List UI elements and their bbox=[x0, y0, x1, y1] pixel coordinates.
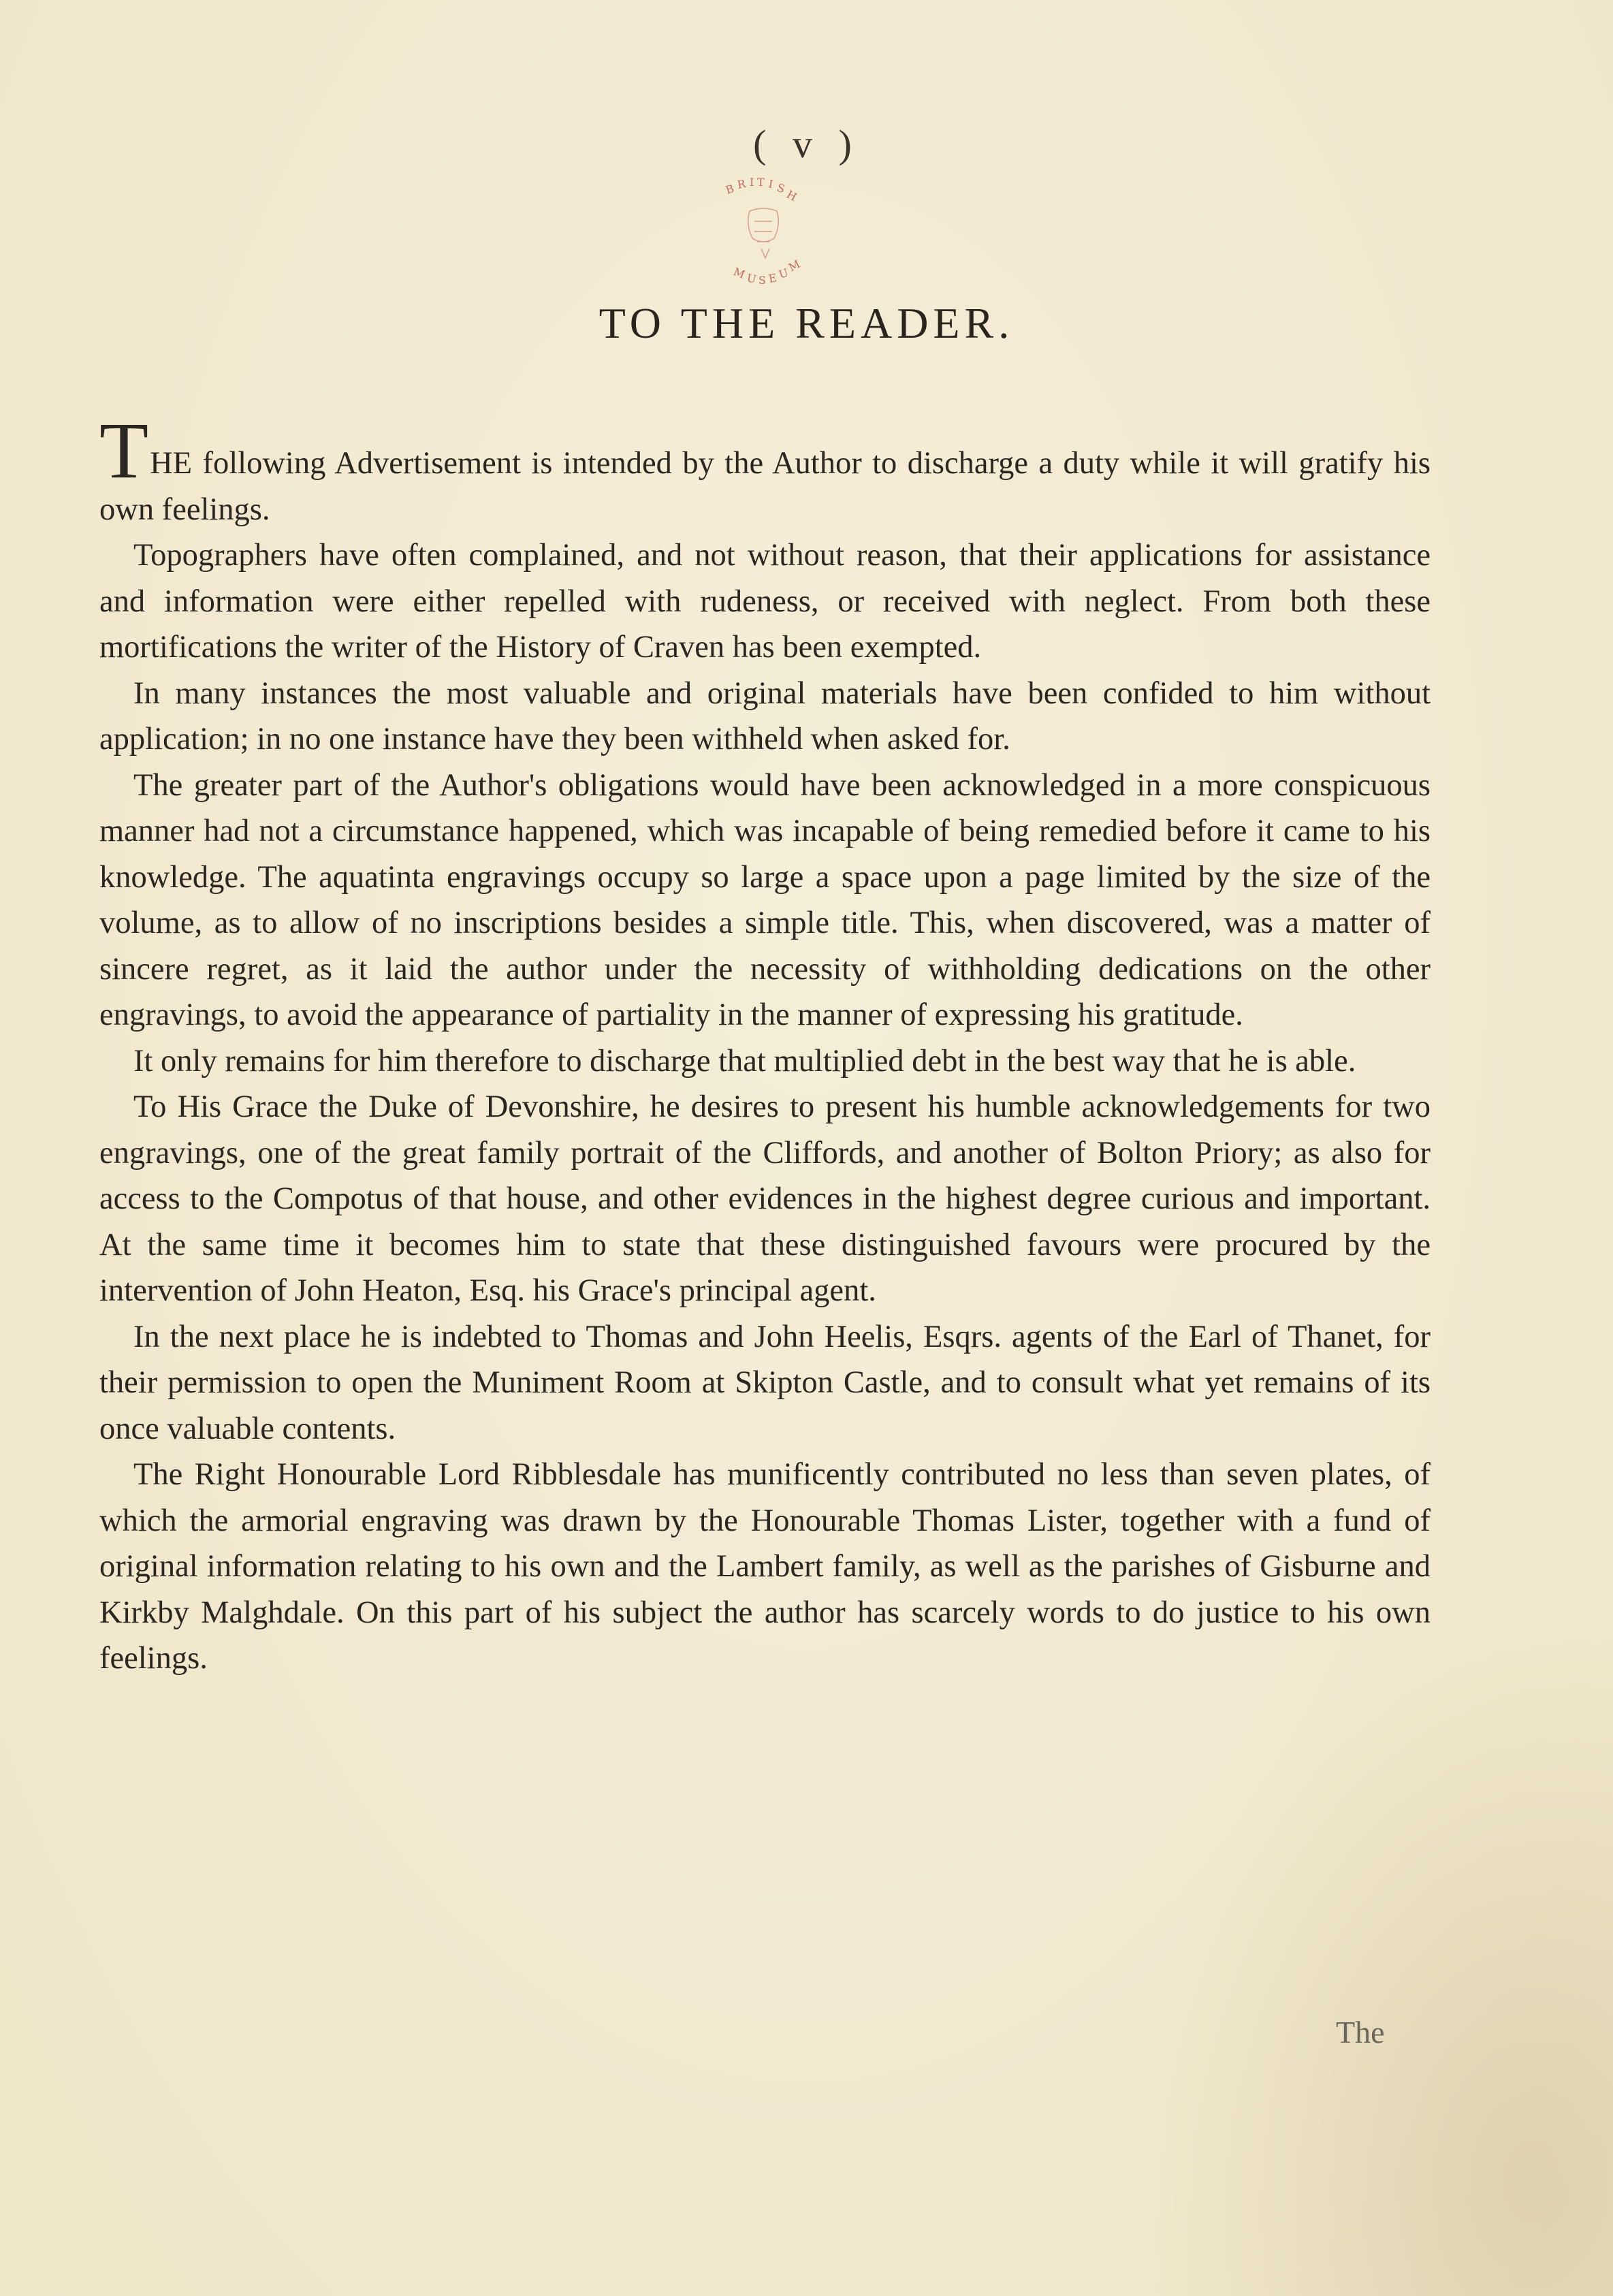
svg-text:B: B bbox=[724, 182, 736, 197]
svg-text:R: R bbox=[736, 177, 747, 191]
paragraph-8: The Right Honourable Lord Ribblesdale has munificently contributed no less than seven plates, of which the armorial engraving was drawn by the Honourable Thomas Lister, together with a fund of original information relating to his own and the Lambert family, as well as the parishes of Gisburne and Kirkby Malghdale. On this part of his subject the author has scarcely words to do justice to his own feelings. bbox=[99, 1457, 1431, 1676]
paragraph-5: It only remains for him therefore to discharge that multiplied debt in the best way that he is able. bbox=[133, 1043, 1356, 1079]
svg-text:E: E bbox=[767, 271, 778, 285]
svg-text:S: S bbox=[775, 180, 787, 196]
svg-text:S: S bbox=[758, 274, 766, 287]
svg-text:H: H bbox=[784, 187, 799, 204]
svg-text:T: T bbox=[757, 176, 765, 189]
svg-text:U: U bbox=[746, 271, 758, 286]
svg-text:I: I bbox=[750, 176, 754, 189]
paragraph-3: In many instances the most valuable and original materials have been confided to him without application; in no one instance have they been withheld when asked for. bbox=[99, 675, 1431, 756]
paragraph-6: To His Grace the Duke of Devonshire, he desires to present his humble acknowledgements for two engravings, one of the great family portrait of the Cliffords, and another of Bolton Priory; as also for access to the Compotus of that house, and other evidences in the highest degree curious and important. At the same time it becomes him to state that these distinguished favours were procured by the intervention of John Heaton, Esq. his Grace's principal agent. bbox=[99, 1089, 1431, 1308]
drop-cap: T bbox=[99, 406, 149, 495]
paragraph-text: HE following Advertisement is intended by the Author to discharge a duty while it will gratify his own feelings. bbox=[99, 446, 1431, 527]
svg-text:I: I bbox=[767, 177, 774, 191]
paragraph-2: Topographers have often complained, and not without reason, that their applications for assistance and information were either repelled with rudeness, or received with neglect. From both these mortifications the writer of the History of Craven has been exempted. bbox=[99, 538, 1431, 665]
paragraph-1 bbox=[99, 406, 1431, 532]
svg-text:M: M bbox=[786, 257, 803, 274]
catchword: The bbox=[1336, 2015, 1385, 2050]
paragraph-7: In the next place he is indebted to Thomas and John Heelis, Esqrs. agents of the Earl of Thanet, for their permission to open the Muniment Room at Skipton Castle, and to consult what yet remains of its once valuable contents. bbox=[99, 1319, 1431, 1446]
paragraph-4: The greater part of the Author's obligations would have been acknowledged in a more conspicuous manner had not a circumstance happened, which was incapable of being remedied before it came to his knowledge. The aquatinta engravings occupy so large a space upon a page limited by the size of the volume, as to allow of no inscriptions besides a simple title. This, when discovered, was a matter of sincere regret, as it laid the author under the necessity of withholding dedications on the other engravings, to avoid the appearance of partiality in the manner of expressing his gratitude. bbox=[99, 767, 1431, 1032]
body-text bbox=[99, 406, 1431, 1682]
svg-text:M: M bbox=[731, 265, 747, 281]
library-stamp bbox=[712, 174, 814, 289]
page-heading: TO THE READER. bbox=[598, 299, 1015, 347]
svg-text:U: U bbox=[777, 266, 790, 281]
page-number: ( v ) bbox=[753, 122, 860, 166]
